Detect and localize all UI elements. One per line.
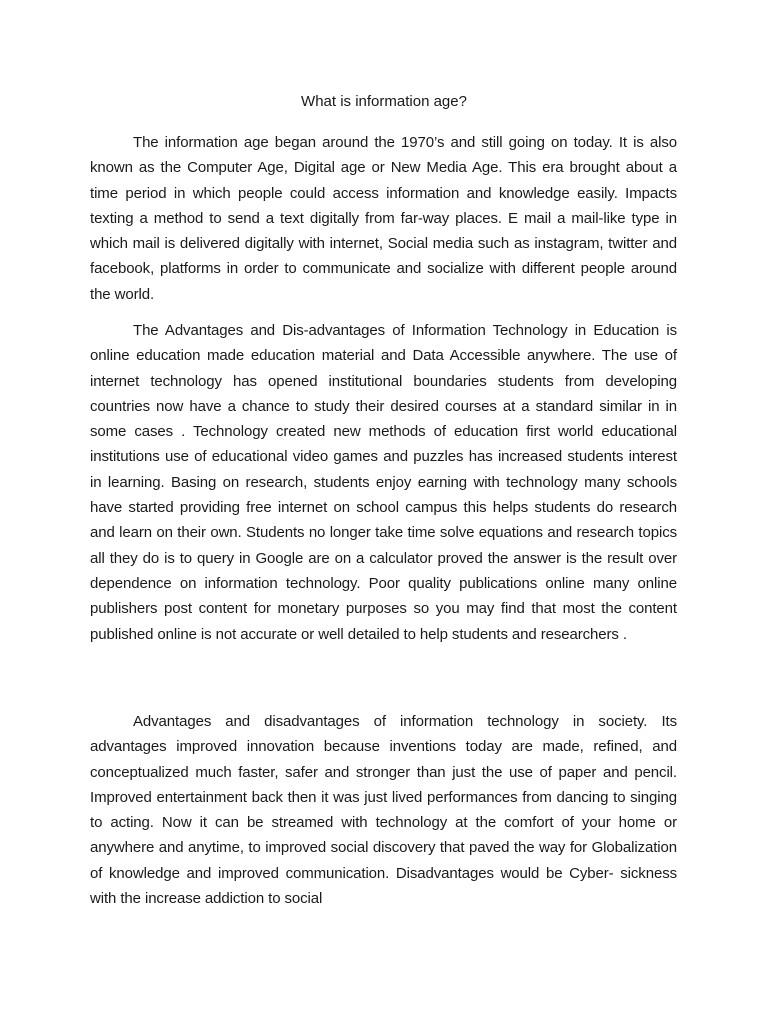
page-title: What is information age?: [301, 93, 467, 110]
paragraph-it-in-society: Advantages and disadvantages of information technology in society. Its advantages improved innovation because inventions today are made, refined, and conceptualized much faster, safer and stronger than just the use of paper and pencil. Improved entertainment back then it was just lived performances from dancing to singing to acting. Now it can be streamed with technology at the comfort of your home or anywhere and anytime, to improved social discovery that paved the way for Globalization of knowledge and improved communication. Disadvantages would be Cyber- sickness with the increase addiction to social: [90, 713, 677, 908]
paragraph-it-in-education: The Advantages and Dis-advantages of Information Technology in Education is online education made education material and Data Accessible anywhere. The use of internet technology has opened institutional boundaries students from developing countries now have a chance to study their desired courses at a standard similar in in some cases . Technology created new methods of education first world educational institutions use of educational video games and puzzles has increased students interest in learning. Basing on research, students enjoy earning with technology many schools have started providing free internet on school campus this helps students do research and learn on their own. Students no longer take time solve equations and research topics all they do is to query in Google are on a calculator proved the answer is the result over dependence on information technology. Poor quality publications online many online publishers post content for monetary purposes so you may find that most the content published online is not accurate or well detailed to help students and researchers .: [90, 322, 677, 643]
paragraph-information-age: The information age began around the 1970’s and still going on today. It is also known as the Computer Age, Digital age or New Media Age. This era brought about a time period in which people could access information and knowledge easily. Impacts texting a method to send a text digitally from far-way places. E mail a mail-like type in which mail is delivered digitally with internet, Social media such as instagram, twitter and facebook, platforms in order to communicate and socialize with different people around the world.: [90, 134, 677, 303]
